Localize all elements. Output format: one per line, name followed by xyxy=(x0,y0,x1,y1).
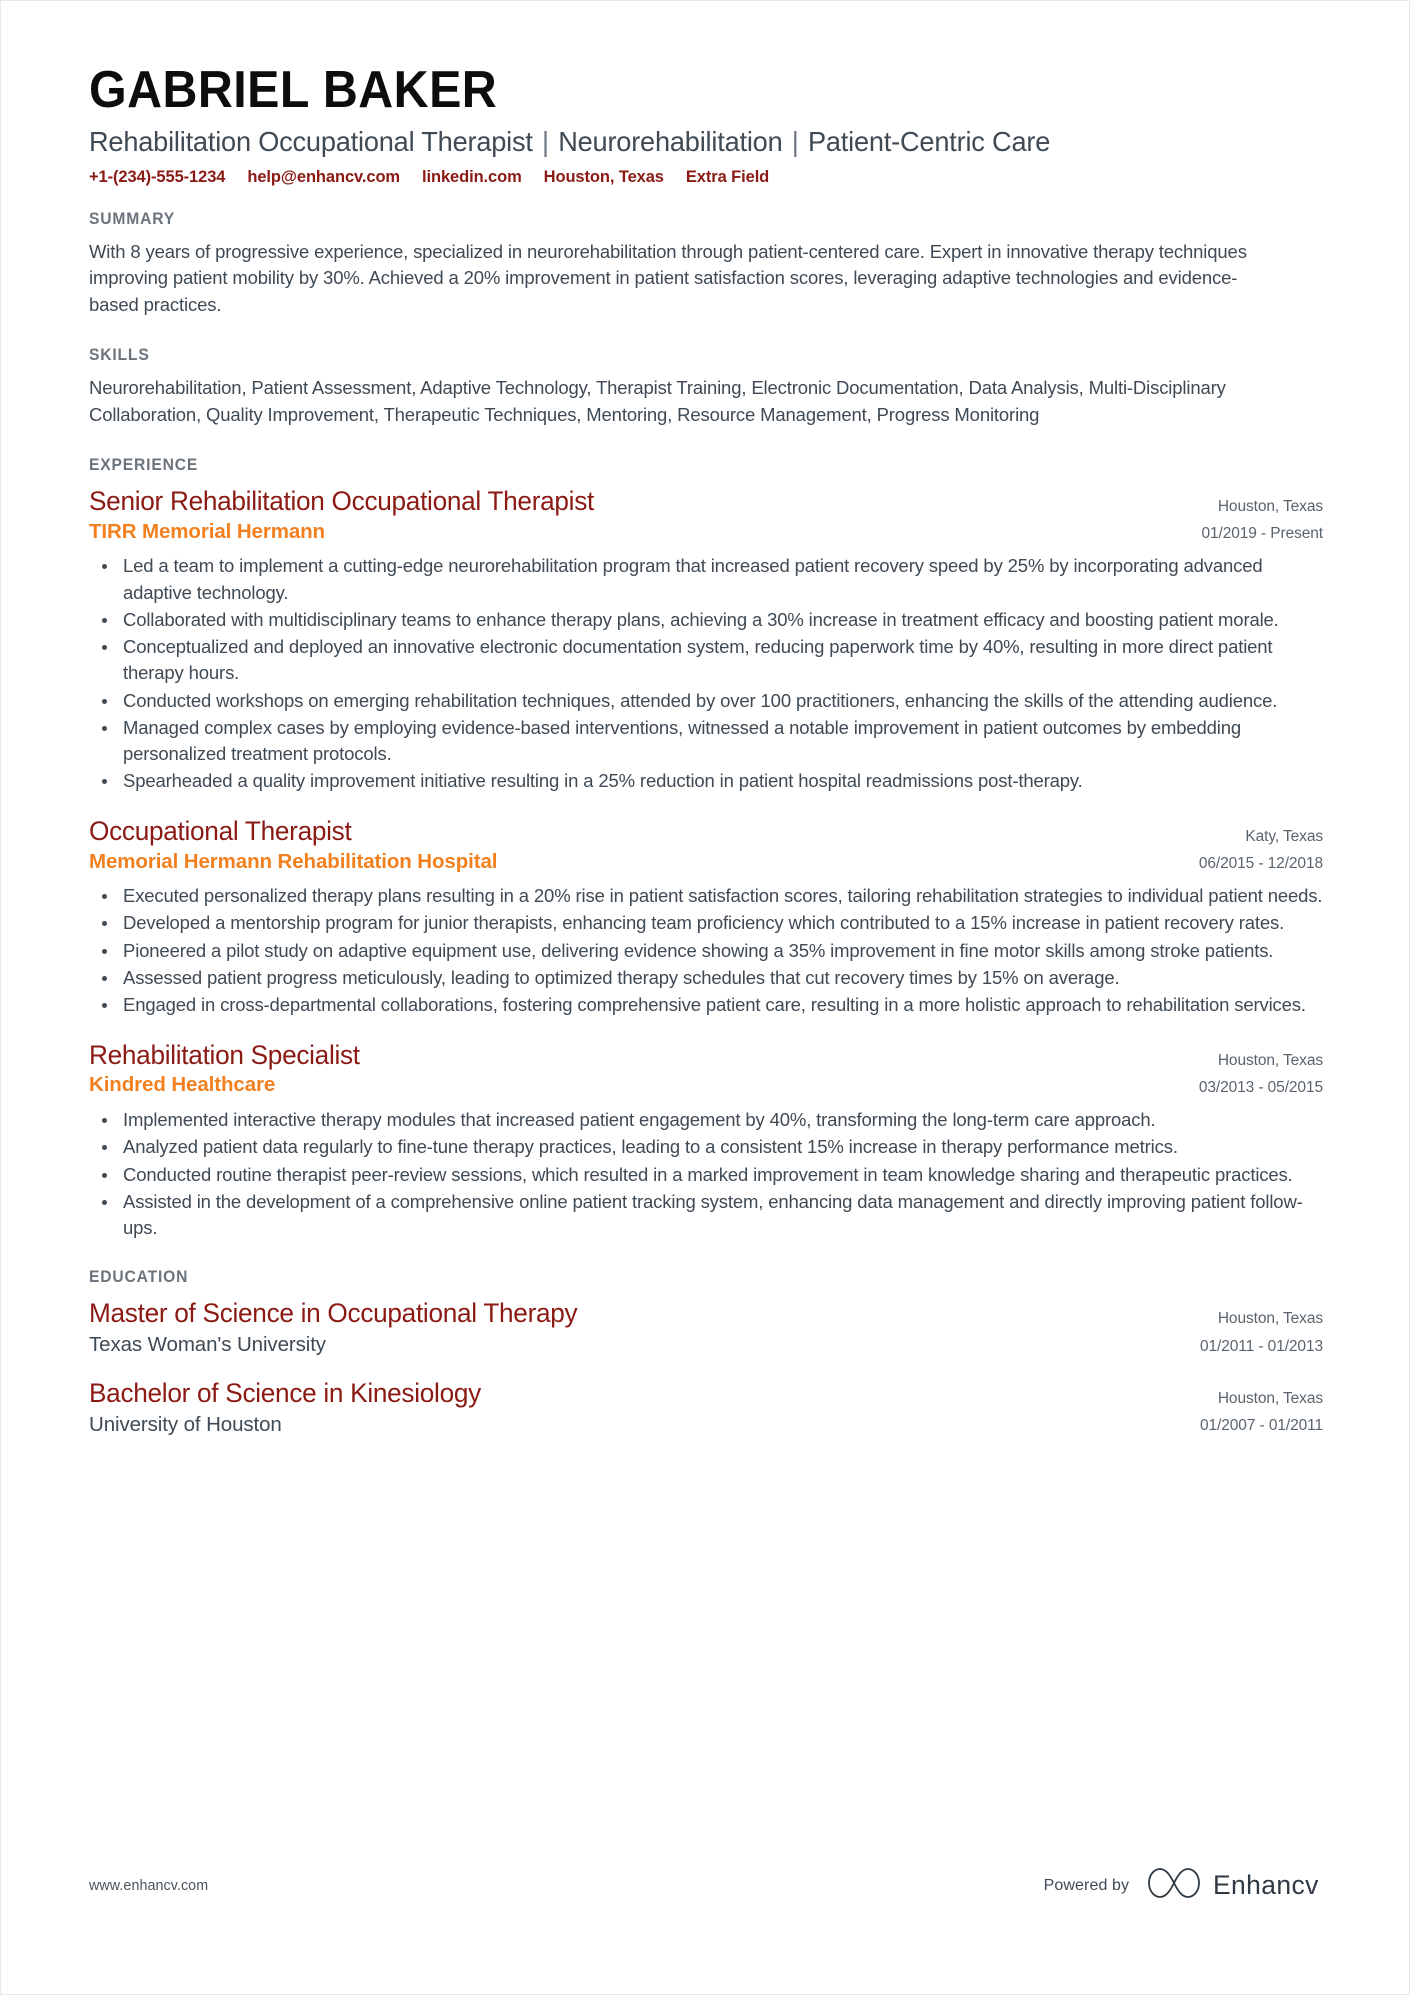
headline-part-3: Patient-Centric Care xyxy=(807,125,1051,157)
footer-branding xyxy=(1044,1865,1321,1906)
education-section xyxy=(89,1267,1323,1442)
school-dates: 01/2007 - 01/2011 xyxy=(1200,1417,1323,1435)
contact-extra[interactable]: Extra Field xyxy=(685,167,770,186)
job-location: Katy, Texas xyxy=(1245,827,1323,845)
enhancv-logo-icon xyxy=(1145,1865,1203,1906)
headline-separator: | xyxy=(784,125,807,157)
job-bullet: Led a team to implement a cutting-edge neurorehabilitation program that increased patient recovery speed by 25% by incorporating advanced adaptive technology. xyxy=(119,553,1323,606)
company-name: Memorial Hermann Rehabilitation Hospital xyxy=(89,849,498,873)
job-bullet: Engaged in cross-departmental collaborations, fostering comprehensive patient care, resulting in a more holistic approach to rehabilitation services. xyxy=(119,992,1323,1018)
job-bullet: Collaborated with multidisciplinary teams to enhance therapy plans, achieving a 30% increase in treatment efficacy and boosting patient morale. xyxy=(119,607,1323,633)
experience-section-title: EXPERIENCE xyxy=(89,454,199,474)
enhancv-brand xyxy=(1145,1865,1321,1906)
job-dates: 01/2019 - Present xyxy=(1201,524,1323,542)
resume-header xyxy=(89,63,1323,187)
education-entry-header xyxy=(89,1377,1323,1443)
job-bullet: Conceptualized and deployed an innovative electronic documentation system, reducing paperwork time by 40%, resulting in more direct patient therapy hours. xyxy=(119,634,1323,687)
contact-linkedin[interactable]: linkedin.com xyxy=(422,167,522,186)
education-entry xyxy=(89,1297,1323,1363)
job-location: Houston, Texas xyxy=(1217,497,1323,515)
resume-content xyxy=(89,63,1323,1469)
contact-phone[interactable]: +1-(234)-555-1234 xyxy=(89,167,226,186)
company-name: TIRR Memorial Hermann xyxy=(89,519,325,543)
job-bullet: Conducted workshops on emerging rehabilitation techniques, attended by over 100 practitioners, enhancing the skills of the attending audience. xyxy=(119,688,1323,714)
education-entry-meta xyxy=(1143,1297,1323,1359)
education-entry-header xyxy=(89,1297,1323,1363)
candidate-name: GABRIEL BAKER xyxy=(89,61,498,119)
headline-part-2: Neurorehabilitation xyxy=(558,125,783,157)
job-title: Occupational Therapist xyxy=(89,815,352,846)
job-bullet: Managed complex cases by employing evidence-based interventions, witnessed a notable improvement in patient outcomes by embedding personalized treatment protocols. xyxy=(119,715,1323,768)
education-list xyxy=(89,1297,1323,1442)
experience-entry xyxy=(89,815,1323,1019)
contact-location[interactable]: Houston, Texas xyxy=(543,167,664,186)
job-bullet: Spearheaded a quality improvement initiative resulting in a 25% reduction in patient hospital readmissions post-therapy. xyxy=(119,768,1323,794)
degree-title: Master of Science in Occupational Therapy xyxy=(89,1298,578,1329)
degree-title: Bachelor of Science in Kinesiology xyxy=(89,1378,481,1409)
experience-list xyxy=(89,485,1323,1242)
job-bullet: Implemented interactive therapy modules that increased patient engagement by 40%, transforming the long-term care approach. xyxy=(119,1107,1323,1133)
powered-by-label: Powered by xyxy=(1043,1876,1130,1894)
job-bullet: Conducted routine therapist peer-review sessions, which resulted in a marked improvement in team knowledge sharing and therapeutic practices. xyxy=(119,1162,1323,1188)
school-location: Houston, Texas xyxy=(1217,1310,1323,1328)
experience-entry-main xyxy=(89,485,1143,550)
contact-email[interactable]: help@enhancv.com xyxy=(247,167,400,186)
candidate-headline xyxy=(89,124,1286,159)
summary-text: With 8 years of progressive experience, specialized in neurorehabilitation through patient-centered care. Expert in innovative therapy techniques improving patient mobility by 30%. Achieved a 20% improvement in patient satisfaction scores, leveraging adaptive technologies and evidence-based practices. xyxy=(89,240,1247,316)
job-bullet: Pioneered a pilot study on adaptive equipment use, delivering evidence showing a 35% improvement in fine motor skills among stroke patients. xyxy=(119,938,1323,964)
company-name: Kindred Healthcare xyxy=(89,1073,276,1097)
school-location: Houston, Texas xyxy=(1217,1390,1323,1408)
headline-separator: | xyxy=(534,125,557,157)
job-dates: 03/2013 - 05/2015 xyxy=(1198,1078,1323,1096)
experience-entry xyxy=(89,1039,1323,1242)
education-entry xyxy=(89,1377,1323,1443)
job-bullet: Assessed patient progress meticulously, leading to optimized therapy schedules that cut recovery times by 15% on average. xyxy=(119,965,1323,991)
job-dates: 06/2015 - 12/2018 xyxy=(1198,854,1323,872)
experience-entry-meta xyxy=(1143,485,1323,547)
job-bullet-list xyxy=(89,883,1323,1018)
job-bullet: Executed personalized therapy plans resulting in a 20% rise in patient satisfaction scores, tailoring rehabilitation strategies to individual patient needs. xyxy=(119,883,1323,909)
experience-entry-meta xyxy=(1143,1039,1323,1101)
experience-entry-header xyxy=(89,1039,1323,1104)
skills-section xyxy=(89,345,1323,429)
job-bullet-list xyxy=(89,1107,1323,1241)
skills-text: Neurorehabilitation, Patient Assessment, Adaptive Technology, Therapist Training, Electronic Documentation, Data Analysis, Multi-Disciplinary Collaboration, Quality Improvement, Therapeutic Techniques, Mentoring, Resource Management, Progress Monitoring xyxy=(89,377,1226,425)
education-entry-main xyxy=(89,1377,1143,1443)
experience-entry-meta xyxy=(1143,815,1323,877)
experience-entry-main xyxy=(89,815,1143,880)
experience-entry-main xyxy=(89,1039,1143,1104)
enhancv-brand-name: Enhancv xyxy=(1213,1870,1319,1900)
education-section-title: EDUCATION xyxy=(89,1267,189,1287)
resume-footer xyxy=(89,1865,1321,1906)
summary-section xyxy=(89,209,1323,319)
school-name: Texas Woman's University xyxy=(89,1333,326,1357)
job-bullet: Developed a mentorship program for junior therapists, enhancing team proficiency which contributed to a 15% increase in patient recovery rates. xyxy=(119,910,1323,936)
job-bullet: Analyzed patient data regularly to fine-tune therapy practices, leading to a consistent 15% increase in therapy performance metrics. xyxy=(119,1134,1323,1160)
experience-entry-header xyxy=(89,815,1323,880)
education-entry-main xyxy=(89,1297,1143,1363)
summary-section-title: SUMMARY xyxy=(89,208,176,228)
experience-section xyxy=(89,455,1323,1242)
skills-section-title: SKILLS xyxy=(89,345,150,365)
experience-entry-header xyxy=(89,485,1323,550)
job-title: Senior Rehabilitation Occupational Therapist xyxy=(89,485,595,516)
job-bullet: Assisted in the development of a comprehensive online patient tracking system, enhancing data management and directly improving patient follow-ups. xyxy=(119,1189,1323,1242)
job-location: Houston, Texas xyxy=(1217,1051,1323,1069)
job-bullet-list xyxy=(89,553,1323,794)
school-name: University of Houston xyxy=(89,1412,282,1436)
contact-row xyxy=(89,168,1323,187)
experience-entry xyxy=(89,485,1323,795)
footer-website-link[interactable]: www.enhancv.com xyxy=(89,1877,209,1894)
school-dates: 01/2011 - 01/2013 xyxy=(1200,1337,1323,1355)
job-title: Rehabilitation Specialist xyxy=(89,1039,360,1070)
education-entry-meta xyxy=(1143,1377,1323,1439)
headline-part-1: Rehabilitation Occupational Therapist xyxy=(89,125,533,157)
